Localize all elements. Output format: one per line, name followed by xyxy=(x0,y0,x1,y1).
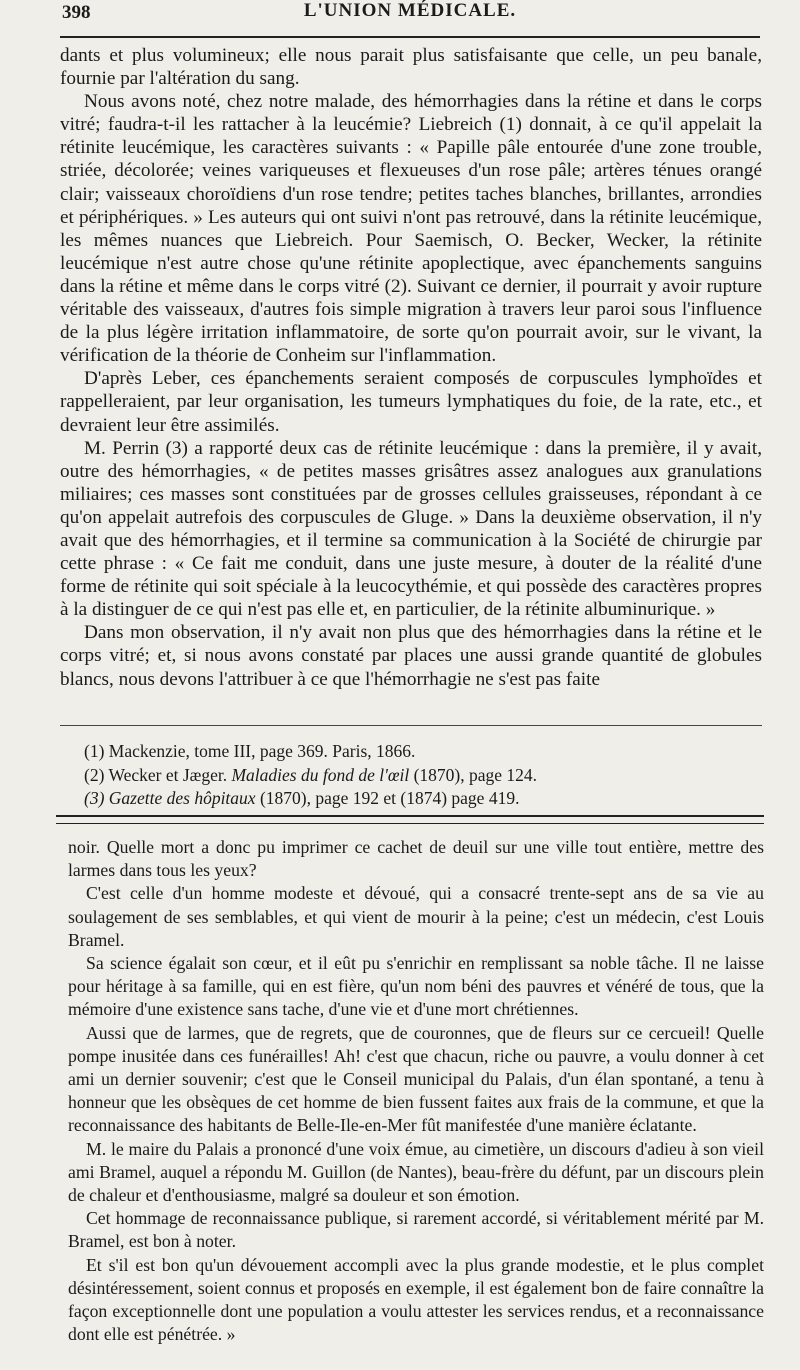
feuilleton-paragraph: Aussi que de larmes, que de regrets, que de couronnes, que de fleurs sur ce cercueil! Quelle pompe inusitée dans ces funérailles! Ah! c'est que chacun, riche ou pauvre, a voulu donner à cet ami un dernier souvenir; c'est que le Conseil municipal du Palais, d'un élan spontané, a tenu à honneur que les obsèques de cet homme de bien fussent faites aux frais de la commune, et que la reconnaissance des habitants de Belle-Ile-en-Mer fût manifestée d'une manière éclatante. xyxy=(68,1022,764,1136)
feuilleton-paragraph: Cet hommage de reconnaissance publique, si rarement accordé, si véritablement mérité par M. Bramel, est bon à noter. xyxy=(68,1208,764,1252)
main-article-body xyxy=(60,44,762,691)
page-number: 398 xyxy=(62,2,91,23)
feuilleton-paragraph: C'est celle d'un homme modeste et dévoué, qui a consacré trente-sept ans de sa vie au soulagement de ses semblables, et qui vient de mourir à la peine; c'est un médecin, c'est Louis Bramel. xyxy=(68,883,764,950)
footnote-rule xyxy=(60,725,762,726)
footnote-3-suffix: (1870), page 192 et (1874) page 419. xyxy=(255,788,520,808)
running-title: L'UNION MÉDICALE. xyxy=(303,0,517,21)
feuilleton-paragraph: Sa science égalait son cœur, et il eût pu s'enrichir en remplissant sa noble tâche. Il ne laisse pour héritage à sa famille, qui en est fière, qu'un nom béni des pauvres et vénéré de tous, que la mémoire d'une existence sans tache, d'une vie et d'une mort chrétiennes. xyxy=(68,953,764,1020)
main-paragraph: M. Perrin (3) a rapporté deux cas de rétinite leucémique : dans la première, il y avait, outre des hémorrhagies, « de petites masses grisâtres assez analogues aux granulations miliaires; ces masses sont constituées par de grosses cellules graisseuses, répondant à ce qu'on appelait autrefois des corpuscules de Gluge. » Dans la deuxième observation, il n'y avait que des hémorrhagies, et il termine sa communication à la Société de chirurgie par cette phrase : « Ce fait me conduit, dans une juste mesure, à douter de la réalité d'une forme de rétinite qui soit spéciale à la leucocythémie, et qui possède des caractères propres à la distinguer de ce qui n'est pas elle et, en particulier, de la rétinite albuminurique. » xyxy=(60,437,762,621)
footnote-2 xyxy=(84,764,764,788)
feuilleton-paragraph: M. le maire du Palais a prononcé d'une voix émue, au cimetière, un discours d'adieu à son vieil ami Bramel, auquel a répondu M. Guillon (de Nantes), beau-frère du défunt, par un discours plein de chaleur et d'enthousiasme, malgré sa douleur et son émotion. xyxy=(68,1138,764,1206)
feuilleton-separator xyxy=(56,815,764,824)
main-paragraph: Nous avons noté, chez notre malade, des hémorrhagies dans la rétine et dans le corps vitré; faudra-t-il les rattacher à la leucémie? Liebreich (1) donnait, à ce qu'il appelait la rétinite leucémique, les caractères suivants : « Papille pâle entourée d'une zone trouble, striée, décolorée; veines variqueuses et flexueuses d'un rose pâle; artères ténues orangé clair; vaisseaux choroïdiens d'un rose tendre; petites taches blanches, brillantes, arrondies et périphériques. » Les auteurs qui ont suivi n'ont pas retrouvé, dans la rétinite leucémique, les mêmes nuances que Liebreich. Pour Saemisch, O. Becker, Wecker, la rétinite leucémique n'est autre chose qu'une rétinite apoplectique, avec épanchements sanguins dans la rétine et même dans le corps vitré (2). Suivant ce dernier, il pourrait y avoir rupture véritable des vaisseaux, d'autres fois simple migration à travers leur paroi sous l'influence de la plus légère irritation inflammatoire, de sorte qu'on pourrait avoir, sur le vivant, la vérification de la théorie de Conheim sur l'inflammation. xyxy=(60,91,762,367)
footnote-3 xyxy=(84,787,764,811)
footnote-2-title: Maladies du fond de l'œil xyxy=(231,764,410,785)
footnote-1 xyxy=(84,740,764,764)
main-paragraph: Dans mon observation, il n'y avait non plus que des hémorrhagies dans la rétine et le corps vitré; et, si nous avons constaté par places une aussi grande quantité de globules blancs, nous devons l'attribuer à ce que l'hémorrhagie ne s'est pas faite xyxy=(60,622,762,690)
feuilleton-body xyxy=(68,836,764,1346)
footnote-1-text: (1) Mackenzie, tome III, page 369. Paris, 1866. xyxy=(84,741,416,761)
feuilleton-paragraph: noir. Quelle mort a donc pu imprimer ce cachet de deuil sur une ville tout entière, mettre des larmes dans tous les yeux? xyxy=(68,837,764,881)
main-paragraph: dants et plus volumineux; elle nous parait plus satisfaisante que celle, un peu banale, fournie par l'altération du sang. xyxy=(60,45,762,90)
main-paragraph: D'après Leber, ces épanchements seraient composés de corpuscules lymphoïdes et rappelleraient, par leur organisation, les tumeurs lymphatiques du foie, de la rate, etc., et devraient leur être assimilés. xyxy=(60,368,762,436)
footnote-2-suffix: (1870), page 124. xyxy=(409,764,538,785)
footnote-3-title: (3) Gazette des hôpitaux xyxy=(84,788,256,808)
footnote-2-prefix: (2) Wecker et Jæger. xyxy=(84,764,232,785)
page-header xyxy=(60,0,760,30)
footnotes xyxy=(84,740,764,811)
header-rule xyxy=(60,36,760,38)
feuilleton-paragraph: Et s'il est bon qu'un dévouement accompli avec la plus grande modestie, et le plus complet désintéressement, soient connus et proposés en exemple, il est également bon de faire connaître la façon exceptionnelle dont une population a voulu attester les services rendus, et a reconnaissance dont elle est pénétrée. » xyxy=(68,1254,764,1345)
